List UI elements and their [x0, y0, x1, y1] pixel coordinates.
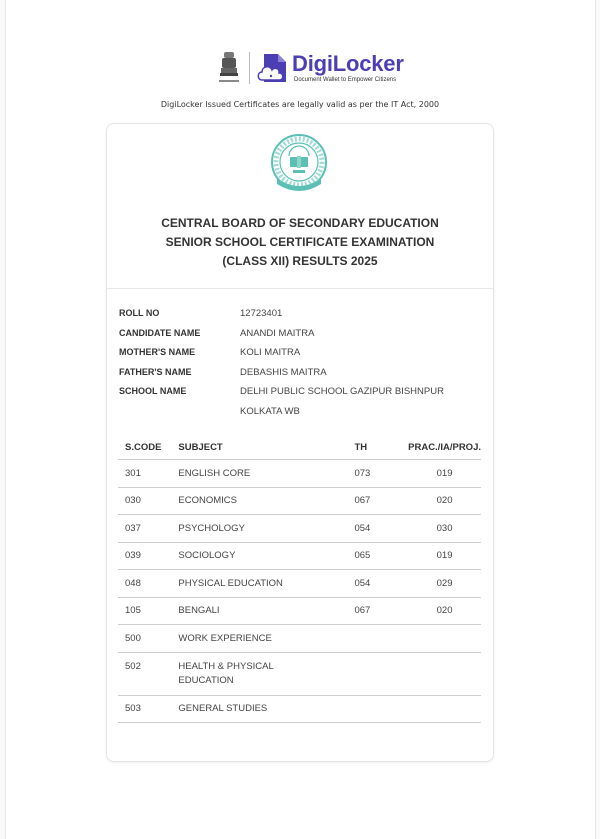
info-value: DELHI PUBLIC SCHOOL GAZIPUR BISHNPUR [240, 386, 444, 397]
theory-marks [354, 652, 408, 695]
marks-header-row [118, 436, 481, 460]
theory-marks [354, 625, 408, 653]
title-line-board: CENTRAL BOARD OF SECONDARY EDUCATION [161, 216, 439, 230]
theory-marks: 054 [354, 570, 408, 598]
page-edge-right [595, 0, 600, 839]
subject-name: BENGALI [178, 597, 354, 625]
certificate-card [106, 123, 494, 762]
info-label: MOTHER'S NAME [119, 347, 196, 357]
info-label: FATHER'S NAME [119, 366, 192, 377]
table-row [118, 652, 481, 695]
info-label: CANDIDATE NAME [119, 327, 201, 338]
subject-code: 105 [118, 597, 178, 625]
subject-code: 502 [118, 652, 178, 695]
cbse-logo-icon [269, 134, 329, 196]
table-row [118, 695, 481, 723]
brand-divider [249, 52, 250, 84]
brand-tagline: Document Wallet to Empower Citizens [294, 77, 397, 83]
info-value: ANANDI MAITRA [240, 327, 315, 339]
marks-table [118, 436, 481, 723]
subject-code: 500 [118, 625, 178, 653]
title-line-exam: SENIOR SCHOOL CERTIFICATE EXAMINATION [165, 235, 435, 249]
info-row-fathers-name [119, 363, 479, 383]
subject-name: PHYSICAL EDUCATION [178, 570, 354, 598]
subject-name-line1: HEALTH & PHYSICAL [178, 660, 274, 672]
practical-marks: 019 [408, 542, 481, 570]
info-row-school-name [119, 382, 479, 402]
title-line-results: (CLASS XII) RESULTS 2025 [222, 254, 378, 268]
brand-name: DigiLocker [292, 51, 404, 76]
theory-marks: 067 [354, 597, 408, 625]
practical-marks [408, 652, 481, 695]
practical-marks: 020 [408, 487, 481, 515]
theory-marks: 067 [354, 487, 408, 515]
subject-name: SOCIOLOGY [178, 542, 354, 570]
header-scode: S.CODE [118, 436, 178, 460]
table-row [118, 597, 481, 625]
info-value: KOLKATA WB [240, 405, 300, 417]
theory-marks: 054 [354, 515, 408, 543]
validity-notice: DigiLocker Issued Certificates are legally valid as per the IT Act, 2000 [160, 100, 440, 109]
info-row-roll-no [119, 304, 479, 324]
info-row-mothers-name [119, 343, 479, 363]
subject-name: PSYCHOLOGY [178, 515, 354, 543]
info-value: KOLI MAITRA [240, 347, 301, 358]
header-subject: SUBJECT [178, 436, 354, 460]
subject-code: 037 [118, 515, 178, 543]
header-th: TH [354, 436, 408, 460]
table-row [118, 515, 481, 543]
theory-marks: 065 [354, 542, 408, 570]
header-prac: PRAC./IA/PROJ. [408, 436, 481, 460]
practical-marks: 019 [408, 460, 481, 488]
subject-name: WORK EXPERIENCE [178, 625, 354, 653]
info-value: 12723401 [240, 308, 283, 319]
practical-marks: 020 [408, 597, 481, 625]
theory-marks: 073 [354, 460, 408, 488]
practical-marks: 029 [408, 570, 481, 598]
subject-name: GENERAL STUDIES [178, 695, 354, 723]
info-label [119, 402, 240, 422]
national-emblem-icon [216, 50, 242, 86]
candidate-info [119, 304, 479, 421]
subject-name: ECONOMICS [178, 487, 354, 515]
subject-name: ENGLISH CORE [178, 460, 354, 488]
certificate-title [107, 214, 493, 271]
table-row [118, 487, 481, 515]
info-label: ROLL NO [119, 308, 160, 318]
table-row [118, 625, 481, 653]
subject-code: 301 [118, 460, 178, 488]
info-row-school-city [119, 402, 479, 422]
subject-name-line2: EDUCATION [178, 674, 234, 686]
page-edge-left [0, 0, 6, 839]
table-row [118, 542, 481, 570]
practical-marks [408, 695, 481, 723]
table-row [118, 570, 481, 598]
subject-code: 048 [118, 570, 178, 598]
table-row [118, 460, 481, 488]
theory-marks [354, 695, 408, 723]
subject-code: 039 [118, 542, 178, 570]
info-label: SCHOOL NAME [119, 386, 187, 396]
digilocker-logo-icon [256, 52, 288, 84]
subject-code: 030 [118, 487, 178, 515]
digilocker-header [216, 48, 404, 88]
subject-code: 503 [118, 695, 178, 723]
practical-marks [408, 625, 481, 653]
subject-name [178, 652, 354, 695]
info-row-candidate-name [119, 324, 479, 344]
info-value: DEBASHIS MAITRA [240, 366, 327, 378]
certificate-header [107, 124, 493, 289]
practical-marks: 030 [408, 515, 481, 543]
